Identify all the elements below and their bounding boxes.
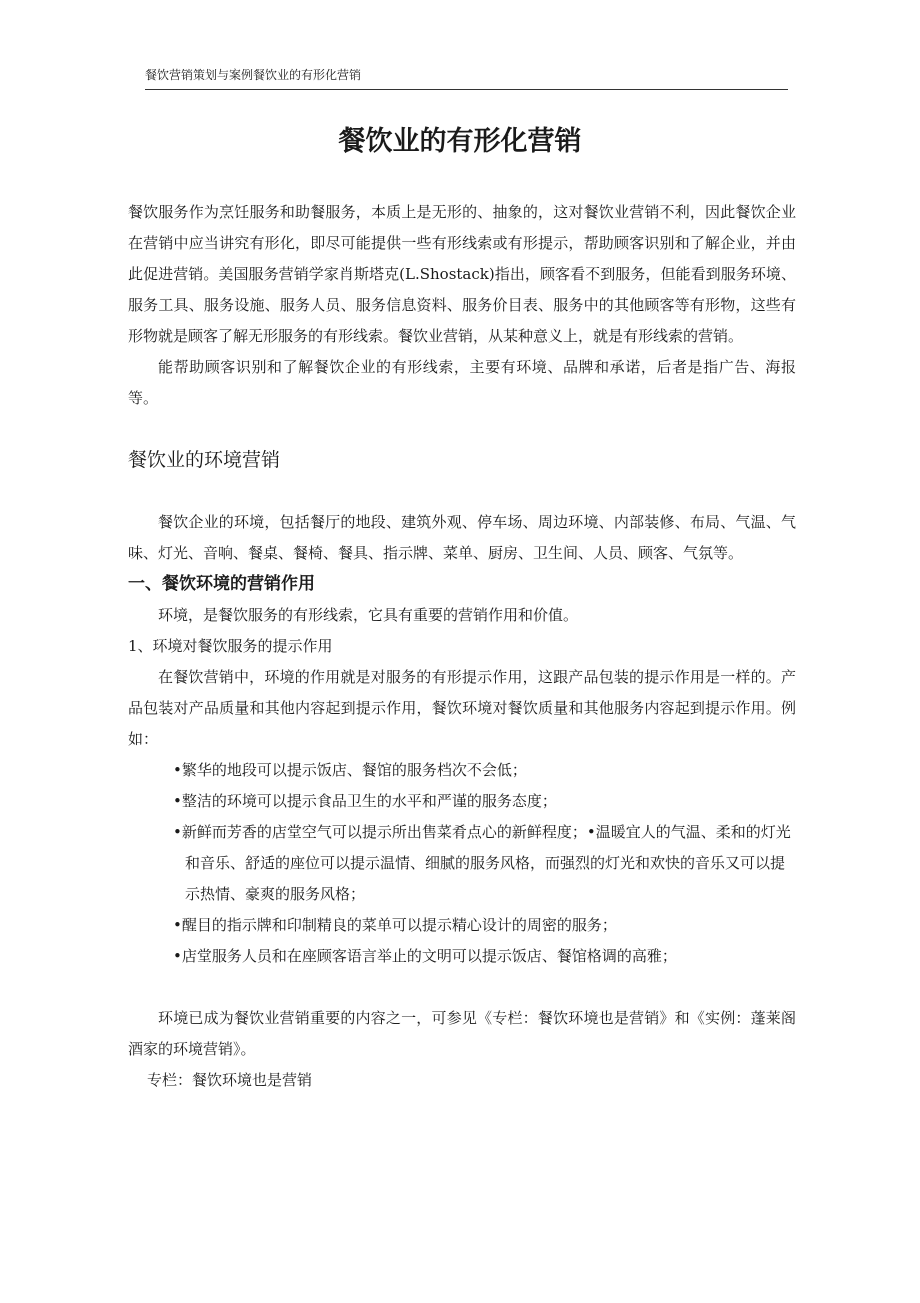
- section-heading-1: 一、餐饮环境的营销作用: [128, 574, 315, 594]
- running-header: 餐饮营销策划与案例餐饮业的有形化营销: [145, 68, 362, 82]
- intro-paragraph-2: 能帮助顾客识别和了解餐饮企业的有形线索，主要有环境、品牌和承诺，后者是指广告、海报等。: [128, 358, 796, 407]
- bullet-item: •繁华的地段可以提示饭店、餐馆的服务档次不会低；: [173, 761, 527, 779]
- section-paragraph-2: 环境，是餐饮服务的有形线索，它具有重要的营销作用和价值。: [158, 606, 579, 624]
- bullet-item: •醒目的指示牌和印制精良的菜单可以提示精心设计的周密的服务；: [173, 916, 617, 934]
- spacer: [128, 972, 796, 1003]
- section-title: 餐饮业的环境营销: [128, 449, 281, 471]
- bullet-list: [128, 755, 796, 972]
- header-divider: [145, 89, 788, 90]
- section-paragraph-3: 在餐饮营销中，环境的作用就是对服务的有形提示作用，这跟产品包装的提示作用是一样的。产品包装对产品质量和其他内容起到提示作用，餐饮环境对餐饮质量和其他服务内容起到提示作用。例如：: [128, 668, 796, 748]
- bullet-item: •店堂服务人员和在座顾客语言举止的文明可以提示饭店、餐馆格调的高雅；: [173, 947, 677, 965]
- column-note: 专栏：餐饮环境也是营销: [147, 1071, 313, 1089]
- bullet-item: •新鲜而芳香的店堂空气可以提示所出售菜肴点心的新鲜程度；•温暖宜人的气温、柔和的灯光和音乐、舒适的座位可以提示温情、细腻的服务风格，而强烈的灯光和欢快的音乐又可以提示热情、豪爽的服务风格；: [173, 823, 791, 903]
- intro-paragraph-1: 餐饮服务作为烹饪服务和助餐服务，本质上是无形的、抽象的，这对餐饮业营销不利，因此餐饮企业在营销中应当讲究有形化，即尽可能提供一些有形线索或有形提示，帮助顾客识别和了解企业，并由此促进营销。美国服务营销学家肖斯塔克(L.Shostack)指出，顾客看不到服务，但能看到服务环境、服务工具、服务设施、服务人员、服务信息资料、服务价目表、服务中的其他顾客等有形物，这些有形物就是顾客了解无形服务的有形线索。餐饮业营销，从某种意义上，就是有形线索的营销。: [128, 203, 796, 345]
- section-paragraph-4: 环境已成为餐饮业营销重要的内容之一，可参见《专栏：餐饮环境也是营销》和《实例：蓬莱阁酒家的环境营销》。: [128, 1009, 796, 1058]
- spacer: [128, 476, 796, 507]
- subheading-1: 1、环境对餐饮服务的提示作用: [128, 637, 333, 655]
- spacer: [128, 414, 796, 445]
- page-title: 餐饮业的有形化营销: [338, 126, 582, 157]
- bullet-item: •整洁的环境可以提示食品卫生的水平和严谨的服务态度；: [173, 792, 557, 810]
- section-paragraph-1: 餐饮企业的环境，包括餐厅的地段、建筑外观、停车场、周边环境、内部装修、布局、气温、气味、灯光、音响、餐桌、餐椅、餐具、指示牌、菜单、厨房、卫生间、人员、顾客、气氛等。: [128, 513, 796, 562]
- body-content: [128, 197, 796, 1096]
